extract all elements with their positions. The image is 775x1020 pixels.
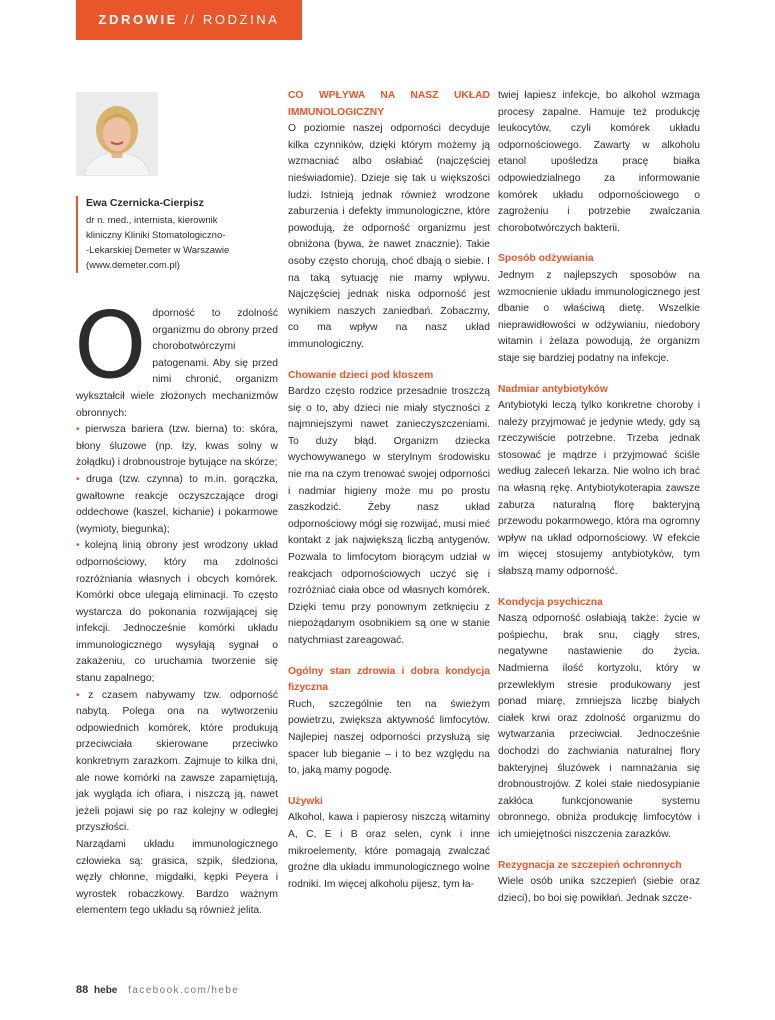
author-portrait-image [76,92,158,176]
section-banner [76,0,302,40]
section-title: ZDROWIE [98,12,179,27]
section-heading: Chowanie dzieci pod kloszem [288,369,434,381]
body-paragraph: Bardzo często rodzice przesadnie troszczą się o to, aby dzieci nie miały styczności z najmniejszymi nawet zanieczyszczeniami. To duży błąd. Organizm dziecka wychowywanego w sterylnym środowisku nie ma na czym trenować swojej odporności i nadmiar higieny może mu po prostu zaszkodzić. Żeby nasz układ odpornościowy mógł się rozwijać, musi mieć kontakt z jak największą liczbą antygenów. Pozwala to limfocytom biorącym udział w reakcjach odpornościowych uczyć się i rozróżniać ciała obce od własnych komórek. Dzięki temu przy ponownym zetknięciu z niepożądanym osobnikiem są one w stanie natychmiast zareagować. [288,386,491,646]
bullet-icon: • [76,473,80,485]
footer-url: facebook.com/hebe [128,985,240,996]
bullet-item: • pierwsza bariera (tzw. bierna) to: skóra, błony śluzowe (np. łzy, kwas solny w żołądku) i drobnoustroje bytujące na skórze; [76,424,278,469]
section-heading: CO WPŁYWA NA NASZ UKŁAD IMMUNOLOGICZNY [288,90,490,118]
article-column-3 [498,88,700,907]
magazine-logo: hebe [94,985,118,996]
body-paragraph: O poziomie naszej odporności decyduje kilka czynników, dzięki którym możemy ją wzmacniać albo osłabiać (najczęściej nieświadomie). Dzieje się tak u większości ludzi. Istnieją jednak również wrodzone zaburzenia i defekty immunologiczne, które powodują, że odporność organizmu jest obniżona (bywa, że nawet znacznie). Takie osoby często chorują, choć dbają o siebie. I na taką sytuację nie mamy wpływu. Najczęściej jednak niska odporność jest wynikiem naszych zaniedbań. Zobaczmy, co ma wpływ na nasz układ immunologiczny. [288,123,490,350]
section-heading: Rezygnacja ze szczepień ochronnych [498,859,682,871]
author-photo [76,92,158,176]
drop-cap: O [74,292,147,399]
outro-paragraph: Narządami układu immunologicznego człowieka są: grasica, szpik, śledziona, węzły chłonne, migdałki, kępki Peyera i wyrostek robaczkowy. Bardzo ważnym elementem tego układu są również jelita. [76,839,278,917]
page-footer [76,984,239,996]
page-number: 88 [76,984,89,996]
author-box [76,196,286,273]
article-column-1 [74,292,278,920]
bullet-item: • kolejną linią obrony jest wrodzony układ odpornościowy, który ma zdolności rozróżniania własnych i obcych komórek. Komórki obce ulegają eliminacji. To często wystarcza do pokonania rozwijającej się infekcji. Jednocześnie komórki układu immunologicznego wysyłają sygnał o zakażeniu, co uruchamia tworzenie się stanu zapalnego; [76,540,278,685]
bullet-item: • druga (tzw. czynna) to m.in. gorączka, gwałtowne reakcje oczyszczające drogi oddechowe (kaszel, kichanie) i pokarmowe (wymioty, biegunka); [76,473,278,535]
body-paragraph: Ruch, szczególnie ten na świeżym powietrzu, zwiększa aktywność limfocytów. Najlepiej naszej odporności przysłużą się spacer lub bieganie – i to bez względu na to, jaką mamy pogodę. [288,698,490,777]
bullet-icon: • [76,424,80,436]
author-name: Ewa Czernicka-Cierpisz [86,197,204,209]
author-bio-line: kliniczny Kliniki Stomatologiczno- [86,230,226,241]
section-heading: Sposób odżywiania [498,253,594,265]
section-heading: Ogólny stan zdrowia i dobra kondycja fizyczna [288,665,490,694]
body-paragraph: Jednym z najlepszych sposobów na wzmocnienie układu immunologicznego jest dbanie o właściwą dietę. Wszelkie nieprawidłowości w odżywianiu, niedobory witamin i żelaza powodują, że organizm staje się bardziej podatny na infekcje. [498,269,700,364]
intro-paragraph: Odporność to zdolność organizmu do obrony przed chorobotwórczymi patogenami. Aby się przed nimi chronić, organizm wykształcił wiele złożonych mechanizmów obronnych: [74,292,278,419]
author-bio-line: (www.demeter.com.pl) [86,260,180,271]
bullet-item: • z czasem nabywamy tzw. odporność nabytą. Polega ona na wytworzeniu odpowiednich komórek, które produkują przeciwciała skierowane przeciwko konkretnym zarazkom. Zajmuje to kilka dni, ale nowe komórki na zawsze zapamiętują, jak wygląda ich ofiara, i niszczą ją, nawet jeżeli pojawi się po raz kolejny w odległej przyszłości. [76,689,278,834]
bullet-icon: • [76,540,80,552]
body-paragraph: twiej łapiesz infekcje, bo alkohol wzmaga procesy zapalne. Hamuje też produkcję leukocytów, czyli komórek układu odpornościowego. Zawarty w alkoholu etanol upośledza pracę białka odpowiedzialnego za informowanie komórek układu odpornościowego o zagrożeniu i potrzebie zwalczania chorobotwórczych bakterii. [498,90,700,234]
author-bio-line: -Lekarskiej Demeter w Warszawie [86,245,230,256]
section-heading: Nadmiar antybiotyków [498,383,608,395]
body-paragraph: Alkohol, kawa i papierosy niszczą witaminy A, C, E i B oraz selen, cynk i inne mikroelementy, które pomagają zwalczać groźne dla układu immunologicznego wolne rodniki. Im więcej alkoholu pijesz, tym ła- [288,812,490,890]
article-column-2 [288,88,490,893]
body-paragraph: Wiele osób unika szczepień (siebie oraz dzieci), bo boi się powikłań. Jednak szcze- [498,876,700,904]
section-heading: Kondycja psychiczna [498,596,603,608]
body-paragraph: Naszą odporność osłabiają także: życie w pośpiechu, brak snu, ciągły stres, negatywne nastawienie do życia. Nadmierna ilość kortyzolu, który w przewlekłym stresie produkowany jest ponad miarę, zmniejsza liczbę białych ciałek krwi oraz zdolność organizmu do wytwarzania przeciwciał. Jednocześnie dochodzi do zachwiania naturalnej flory bakteryjnej śluzówek i namnażania się drobnoustrojów. Z kolei stałe niedosypianie zakłóca funkcjonowanie systemu obronnego, obniża produkcję limfocytów i ich umiejętności niszczenia zarazków. [498,613,700,840]
body-paragraph: Antybiotyki leczą tylko konkretne choroby i należy przyjmować je jedynie wtedy, gdy są rzeczywiście potrzebne. Trzeba jednak stosować je mądrze i przyjmować ściśle według zaleceń lekarza. Nie wolno ich brać na własną rękę. Antybiotykoterapia zawsze zaburza naturalną florę bakteryjną przewodu pokarmowego, która ma ogromny wpływ na układ odpornościowy. W efekcie im więcej stosujemy antybiotyków, tym słabszą mamy odporność. [498,400,700,578]
author-bio-line: dr n. med., internista, kierownik [86,215,218,226]
section-heading: Używki [288,795,323,807]
section-subtitle: // RODZINA [178,12,280,27]
bullet-icon: • [76,689,80,701]
